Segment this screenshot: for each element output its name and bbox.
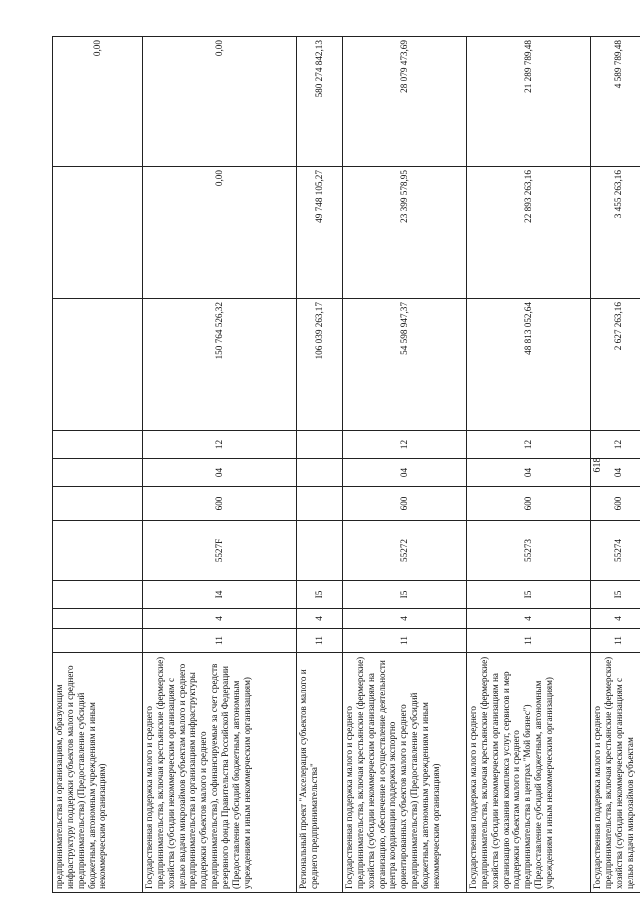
code-division: 04 [591,459,640,487]
amount-year-3: 0,00 [53,37,143,167]
row-description: Государственная поддержка малого и среднего предпринимательства, включая крестьянские (фермерские) хозяйства (субсидии некоммерческим организациям на организацию, обеспечение и осуществление деятельности центра координации поддержки экспортно ориентированных субъектов малого и среднего предпринимательства) (Предоставление субсидий бюджетным, автономным учреждениям и иным некоммерческим организациям) [343,653,467,893]
amount-year-1 [53,299,143,431]
row-description: Региональный проект "Акселерация субъектов малого и среднего предпринимательства" [297,653,343,893]
amount-year-1: 2 627 263,16 [591,299,640,431]
amount-year-3: 28 079 473,69 [343,37,467,167]
code-subdivision: 12 [143,431,297,459]
code-expense-type: 600 [143,487,297,521]
table-row [53,37,143,893]
code-project: I5 [343,581,467,609]
row-description: Государственная поддержка малого и среднего предпринимательства, включая крестьянские (фермерские) хозяйства (субсидии некоммерческим организациям на организацию оказания комплекса услуг, сервисов и мер поддержки субъектам малого и среднего предпринимательства в центрах "Мой бизнес") (Предоставление субсидий бюджетным, автономным учреждениям и иным некоммерческим организациям) [467,653,591,893]
amount-year-2: 22 893 263,16 [467,167,591,299]
code-project: I5 [591,581,640,609]
code-project [53,581,143,609]
table-row [467,37,591,893]
code-project: I5 [467,581,591,609]
rotated-page [52,37,635,893]
code-admin: 11 [343,629,467,653]
row-description: Государственная поддержка малого и среднего предпринимательства, включая крестьянские (фермерские) хозяйства (субсидии некоммерческим организациям с целью выдачи микрозаймов субъектам [591,653,640,893]
amount-year-2: 3 455 263,16 [591,167,640,299]
code-expense-type: 600 [467,487,591,521]
table-row [143,37,297,893]
amount-year-1: 54 598 947,37 [343,299,467,431]
code-expense-type: 600 [343,487,467,521]
code-subdivision [53,431,143,459]
amount-year-3: 580 274 842,13 [297,37,343,167]
code-subdivision [297,431,343,459]
code-target [53,521,143,581]
code-section: 4 [343,609,467,629]
code-section: 4 [297,609,343,629]
code-admin [53,629,143,653]
code-expense-type [53,487,143,521]
code-admin: 11 [467,629,591,653]
code-target: 55272 [343,521,467,581]
code-admin: 11 [143,629,297,653]
amount-year-2 [53,167,143,299]
code-subdivision: 12 [467,431,591,459]
code-division [297,459,343,487]
code-division: 04 [143,459,297,487]
amount-year-2: 23 399 578,95 [343,167,467,299]
table-body [53,37,640,893]
code-target: 5527F [143,521,297,581]
code-admin: 11 [591,629,640,653]
code-target [297,521,343,581]
amount-year-1: 48 813 052,64 [467,299,591,431]
code-target: 55273 [467,521,591,581]
amount-year-3: 4 589 789,48 [591,37,640,167]
amount-year-1: 106 039 263,17 [297,299,343,431]
row-description: Государственная поддержка малого и среднего предпринимательства, включая крестьянские (фермерские) хозяйства (субсидии некоммерческим организациям с целью выдачи микрозаймов субъектам малого и среднего предпринимательства и организациям инфраструктуры поддержки субъектов малого и среднего предпринимательства), софинансируемые за счет средств резервного фонда Правительства Российской Федерации (Предоставление субсидий бюджетным, автономным учреждениям и иным некоммерческим организациям) [143,653,297,893]
table-row [297,37,343,893]
code-division: 04 [467,459,591,487]
code-expense-type [297,487,343,521]
code-division: 04 [343,459,467,487]
amount-year-2: 49 748 105,27 [297,167,343,299]
code-section: 4 [143,609,297,629]
page-number: 618 [592,457,603,473]
code-section: 4 [591,609,640,629]
code-project: I5 [297,581,343,609]
code-target: 55274 [591,521,640,581]
code-admin: 11 [297,629,343,653]
code-section: 4 [467,609,591,629]
code-division [53,459,143,487]
budget-table [52,36,640,893]
code-expense-type: 600 [591,487,640,521]
row-description: предпринимательства и организациям, образующим инфраструктуру поддержки субъектов малого и среднего предпринимательства) (Предоставление субсидий бюджетным, автономным учреждениям и иным некоммерческим организациям) [53,653,143,893]
amount-year-3: 21 289 789,48 [467,37,591,167]
code-project: I4 [143,581,297,609]
table-row [343,37,467,893]
code-section [53,609,143,629]
code-subdivision: 12 [591,431,640,459]
amount-year-3: 0,00 [143,37,297,167]
amount-year-1: 150 764 526,32 [143,299,297,431]
code-subdivision: 12 [343,431,467,459]
amount-year-2: 0,00 [143,167,297,299]
